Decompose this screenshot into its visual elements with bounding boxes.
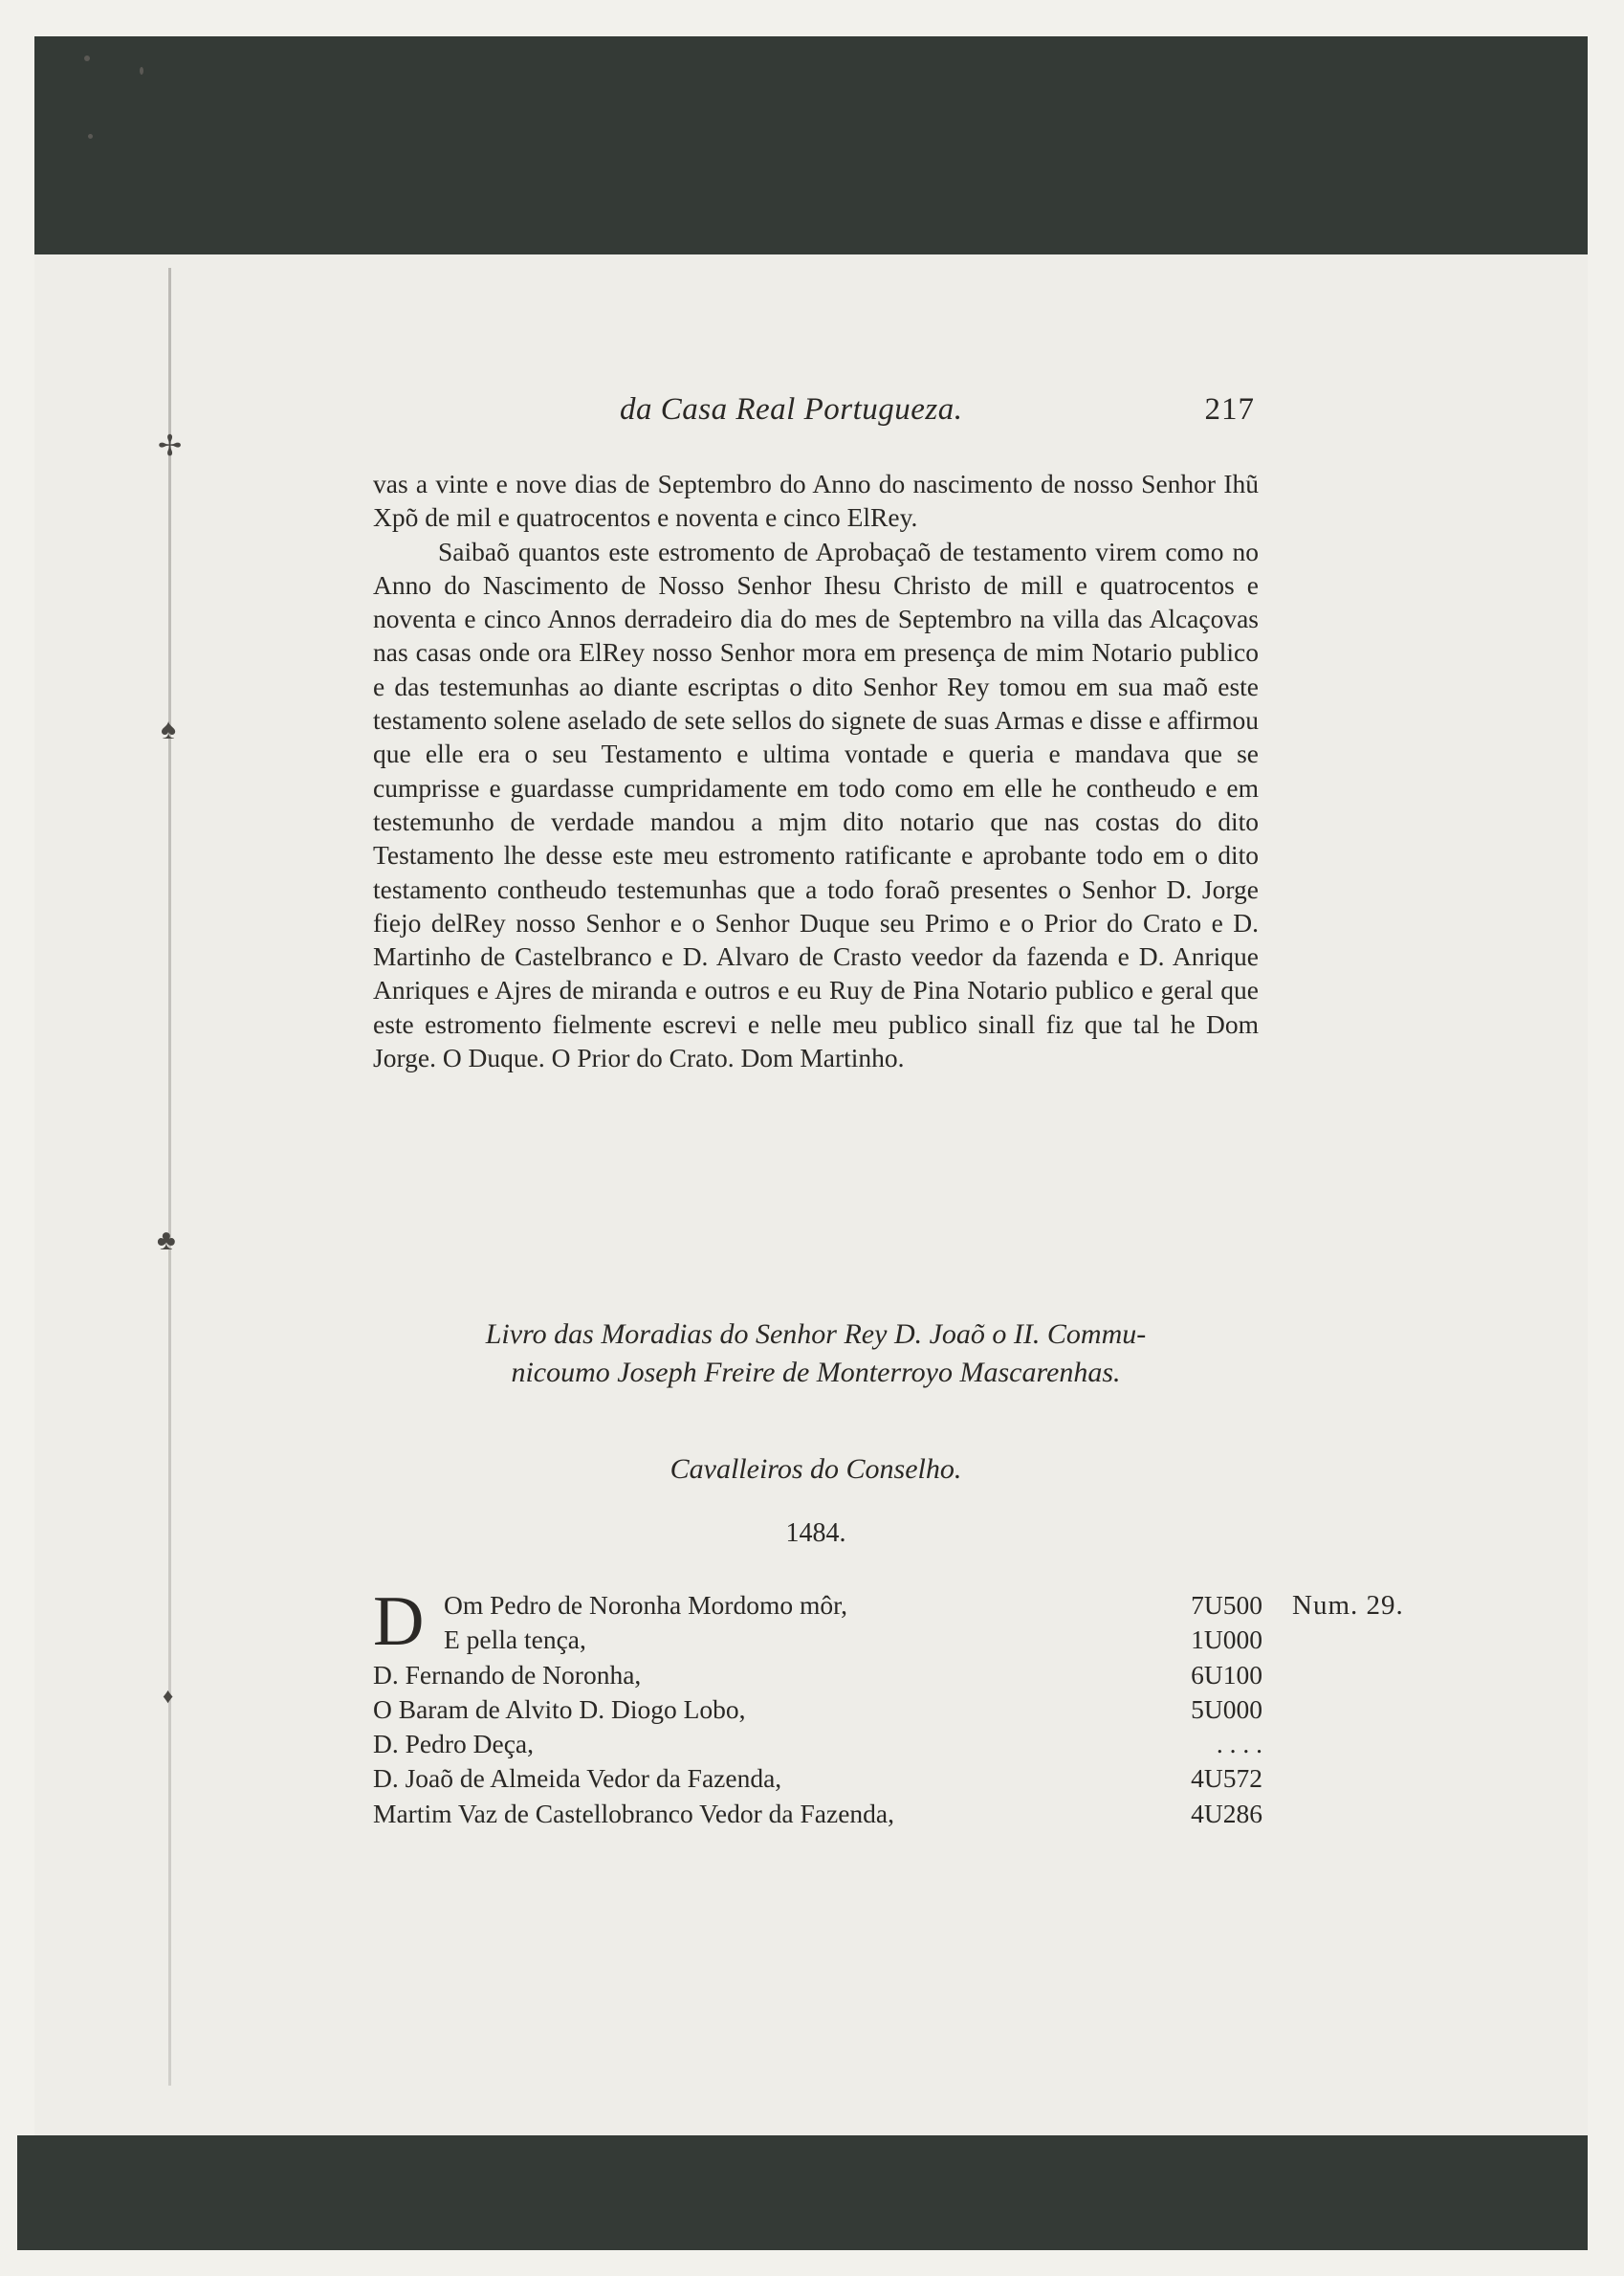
paragraph: Saibaõ quantos este estromento de Aprobaçaõ de testamento virem como no Anno do Nascimento de Nosso Senhor Ihesu Christo de mill e quatrocentos e noventa e cinco Annos derradeiro dia do mes de Septembro na villa das Alcaçovas nas casas onde ora ElRey nosso Senhor mora em presença de mim Notario publico e das testemunhas ao diante escriptas o dito Senhor Rey tomou em sua maõ este testamento solene aselado de sete sellos do signete de suas Armas e disse e affirmou que elle era o seu Testamento e ultima vontade e queria e mandava que se cumprisse e guardasse cumpridamente em todo como em elle he contheudo e em testemunho de verdade mandou a mjm dito notario que nas costas do dito Testamento lhe desse este meu estromento ratificante e aprobante todo em o dito testamento contheudo testemunhas que a todo foraõ presentes o Senhor D. Jorge fiejo delRey nosso Senhor e o Senhor Duque seu Primo e o Prior do Crato e D. Martinho de Castelbranco e D. Alvaro de Crasto veedor da fazenda e D. Anrique Anriques e Ajres de miranda e outros e eu Ruy de Pina Notario publico e geral que este estromento fielmente escrevi e nelle meu publico sinall fiz que tal he Dom Jorge. O Duque. O Prior do Crato. Dom Martinho. (373, 536, 1259, 1073)
binding-stitch-icon: ♣ (157, 1225, 176, 1256)
roster-row (373, 1658, 1262, 1692)
roster-row (373, 1588, 1262, 1623)
binding-stitch-icon: ✢ (158, 431, 183, 462)
section-subtitle: Cavalleiros do Conselho. (669, 1453, 962, 1485)
section-title-line: nicoumo Joseph Freire de Monterroyo Mascarenhas. (511, 1357, 1121, 1388)
roster-amount: . . . . (1216, 1729, 1262, 1759)
year-heading: 1484. (785, 1518, 846, 1548)
paragraph: vas a vinte e nove dias de Septembro do Anno do nascimento de nosso Senhor Ihũ Xpõ de mil e quatrocentos e noventa e cinco ElRey. (373, 469, 1259, 533)
roster-amount: 1U000 (1191, 1624, 1262, 1655)
roster-name: O Baram de Alvito D. Diogo Lobo, (373, 1693, 746, 1724)
page-number: 217 (1204, 392, 1255, 427)
scan-border-bottom (17, 2135, 1588, 2250)
dust-speck (88, 134, 93, 139)
running-header (373, 392, 1262, 440)
dust-speck (140, 67, 143, 75)
drop-cap: D (373, 1582, 425, 1661)
roster-table (373, 1582, 1262, 1831)
roster-row (373, 1692, 1262, 1727)
roster-amount: 5U000 (1191, 1693, 1262, 1724)
roster-row (373, 1797, 1262, 1831)
roster-name: Martim Vaz de Castellobranco Vedor da Fazenda, (373, 1798, 894, 1828)
roster-row (373, 1623, 1262, 1657)
roster-row (373, 1727, 1262, 1761)
roster-amount: 7U500 (1191, 1590, 1262, 1620)
scan-border-top (34, 36, 1588, 254)
roster-name: E pella tença, (444, 1624, 586, 1655)
roster-amount: 4U572 (1191, 1763, 1262, 1794)
roster-amount: 4U286 (1191, 1798, 1262, 1828)
section-title-line: Livro das Moradias do Senhor Rey D. Joaõ o II. Commu- (485, 1318, 1147, 1350)
roster-name: D. Fernando de Noronha, (373, 1659, 642, 1690)
roster-name: D. Joaõ de Almeida Vedor da Fazenda, (373, 1763, 782, 1794)
binding-stitch-icon: ♠ (161, 714, 176, 745)
dust-speck (84, 55, 90, 61)
running-title: da Casa Real Portugueza. (620, 392, 963, 427)
binding-spine (168, 268, 171, 2086)
margin-note: Num. 29. (1292, 1590, 1404, 1621)
roster-row (373, 1761, 1262, 1796)
body-text (373, 467, 1259, 1074)
roster-name: D. Pedro Deça, (373, 1729, 534, 1759)
binding-stitch-icon: ♦ (163, 1684, 174, 1708)
section-title (373, 1315, 1259, 1392)
roster-name: Om Pedro de Noronha Mordomo môr, (444, 1590, 848, 1620)
roster-amount: 6U100 (1191, 1659, 1262, 1690)
